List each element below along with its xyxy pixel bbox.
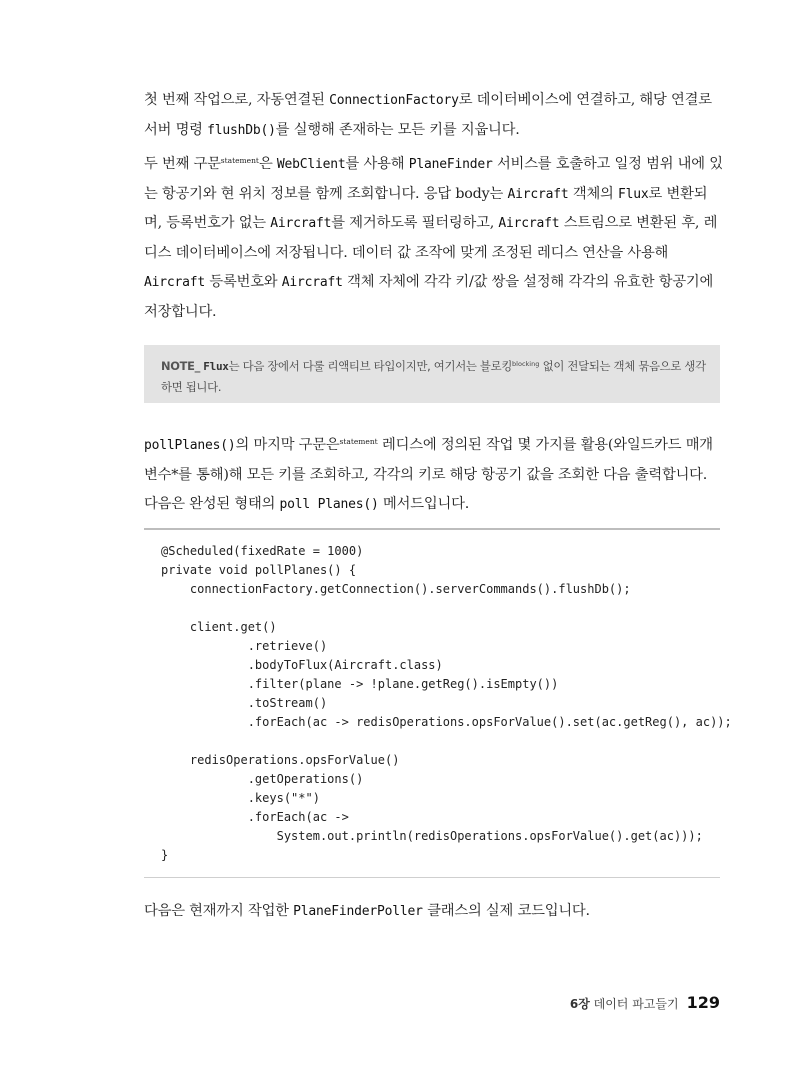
- note-box: NOTE_ Flux는 다음 장에서 다룰 리액티브 타입이지만, 여기서는 블로킹$^{blocking}$ 없이 전달되는 객체 묶음으로 생각하면 됩니다.: [144, 345, 720, 403]
- code-listing: @Scheduled(fixedRate = 1000) private void pollPlanes() { connectionFactory.getConnection().serverCommands().flushDb(); client.get() .retrieve() .bodyToFlux(Aircraft.class) .filter(plane -> !plane.getReg().isEmpty()) .toStream() .forEach(ac -> redisOperations.opsForValue().set(ac.getReg(), ac)); redisOperations.opsForValue() .getOperations() .keys("*") .forEach(ac -> System.out.println(redisOperations.opsForValue().get(ac))); }: [161, 544, 732, 862]
- note-label: NOTE_: [161, 359, 200, 373]
- inline-code: Aircraft: [498, 216, 560, 231]
- inline-code: PlaneFinder: [408, 157, 493, 172]
- inline-code: Flux: [618, 186, 649, 202]
- inline-code: poll Planes(): [279, 497, 379, 512]
- inline-code: Aircraft: [507, 186, 569, 202]
- inline-code: Aircraft: [270, 216, 332, 231]
- superscript-note: statement: [220, 156, 259, 165]
- paragraph-webclient: 두 번째 구문$^{statement}$은 WebClient를 사용해 PlaneFinder 서비스를 호출하고 일정 범위 내에 있는 항공기와 현 위치 정보를 함께 조회합니다. 응답 body는 Aircraft 객체의 Flux로 변환되며, 등록번호가 없는 Aircraft를 제거하도록 필터링하고, Aircraft 스트림으로 변환된 후, 레디스 데이터베이스에 저장됩니다. 데이터 값 조작에 맞게 조정된 레디스 연산을 사용해 Aircraft 등록번호와 Aircraft 객체 자체에 각각 키/값 쌍을 설정해 각각의 유효한 항공기에 저장합니다.: [144, 156, 723, 320]
- inline-code: Flux: [203, 360, 229, 373]
- paragraph-next-code: 다음은 현재까지 작업한 PlaneFinderPoller 클래스의 실제 코드입니다.: [144, 903, 590, 919]
- inline-code: pollPlanes(): [144, 438, 236, 453]
- inline-code: ConnectionFactory: [329, 93, 459, 108]
- inline-code: WebClient: [276, 157, 346, 172]
- inline-code: PlaneFinderPoller: [293, 904, 423, 919]
- paragraph-flushdb: 첫 번째 작업으로, 자동연결된 ConnectionFactory로 데이터베이스에 연결하고, 해당 연결로 서버 명령 flushDb()를 실행해 존재하는 모든 키를 지웁니다.: [144, 92, 712, 138]
- chapter-title: 데이터 파고들기: [589, 997, 679, 1011]
- chapter-number: 6장: [569, 997, 590, 1011]
- superscript-note: blocking: [512, 360, 540, 368]
- inline-code: Aircraft: [281, 275, 343, 290]
- page-number: 129: [686, 993, 720, 1012]
- paragraph-pollplanes: pollPlanes()의 마지막 구문은$^{statement}$ 레디스에 정의된 작업 몇 가지를 활용(와일드카드 매개변수*를 통해)해 모든 키를 조회하고, 각각의 키로 해당 항공기 값을 조회한 다음 출력합니다. 다음은 완성된 형태의 poll Planes() 메서드입니다.: [144, 437, 713, 512]
- inline-code: flushDb(): [207, 122, 276, 138]
- page-footer: [570, 993, 720, 1012]
- superscript-note: statement: [339, 437, 378, 446]
- inline-code: Aircraft: [144, 275, 206, 290]
- code-block: [144, 528, 732, 878]
